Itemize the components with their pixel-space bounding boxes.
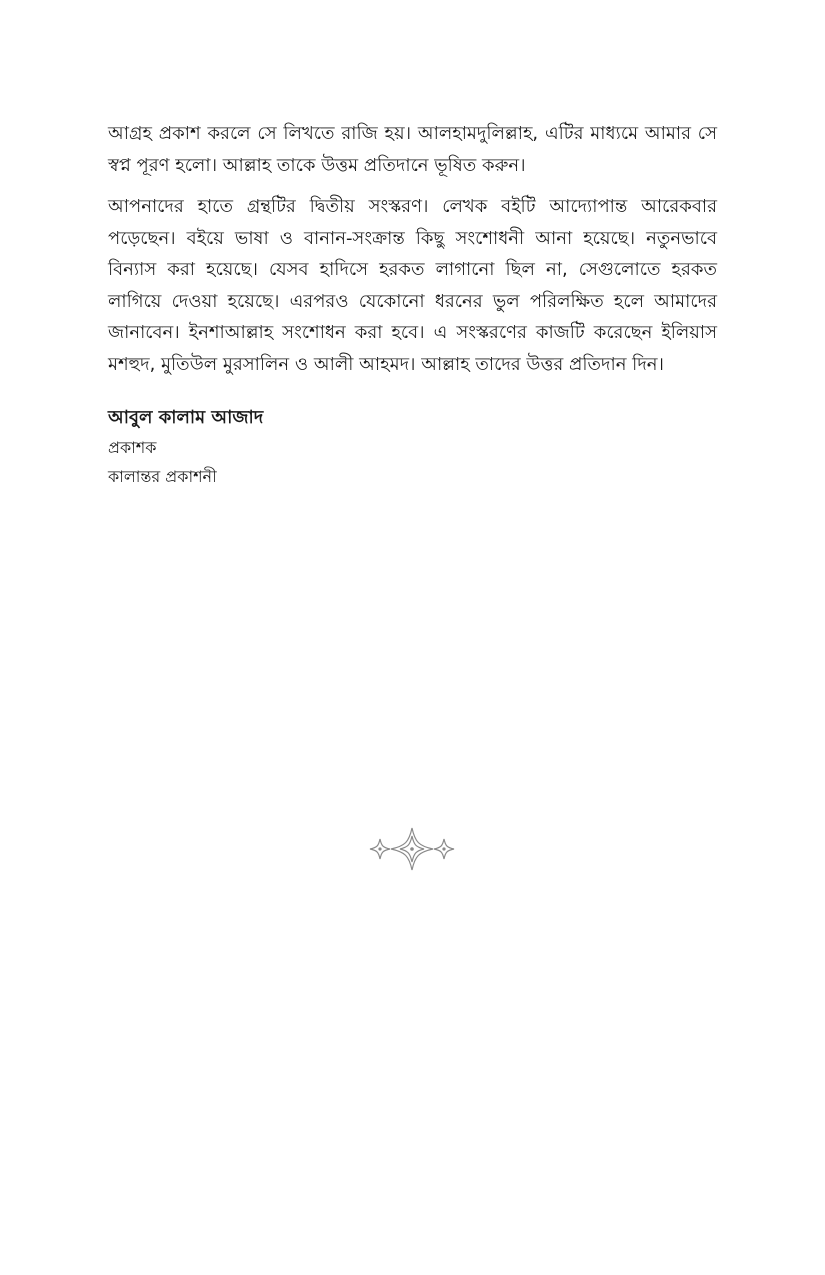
publisher-name: আবুল কালাম আজাদ: [108, 407, 264, 428]
publisher-role: প্রকাশক: [108, 438, 157, 457]
body-paragraph-2: আপনাদের হাতে গ্রন্থটির দ্বিতীয় সংস্করণ। লেখক বইটি আদ্যোপান্ত আরেকবার পড়েছেন। বইয়ে ভাষা ও বানান-সংক্রান্ত কিছু সংশোধনী আনা হয়েছে। নতুনভাবে বিন্যাস করা হয়েছে। যেসব হাদিসে হরকত লাগানো ছিল না, সেগুলোতে হরকত লাগিয়ে দেওয়া হয়েছে। এরপরও যেকোনো ধরনের ভুল পরিলক্ষিত হলে আমাদের জানাবেন। ইনশাআল্লাহ সংশোধন করা হবে। এ সংস্করণের কাজটি করেছেন ইলিয়াস মশহুদ, মুতিউল মুরসালিন ও আলী আহমদ। আল্লাহ তাদের উত্তর প্রতিদান দিন।: [108, 196, 717, 375]
page-content: [108, 118, 717, 491]
four-point-star-ornament-icon: [367, 826, 457, 872]
body-paragraph-1: আগ্রহ প্রকাশ করলে সে লিখতে রাজি হয়। আলহামদুলিল্লাহ, এটির মাধ্যমে আমার সে স্বপ্ন পূরণ হলো। আল্লাহ তাকে উত্তম প্রতিদানে ভূষিত করুন।: [108, 123, 717, 176]
publisher-organization: কালান্তর প্রকাশনী: [108, 467, 217, 486]
signature-block: [108, 402, 717, 491]
